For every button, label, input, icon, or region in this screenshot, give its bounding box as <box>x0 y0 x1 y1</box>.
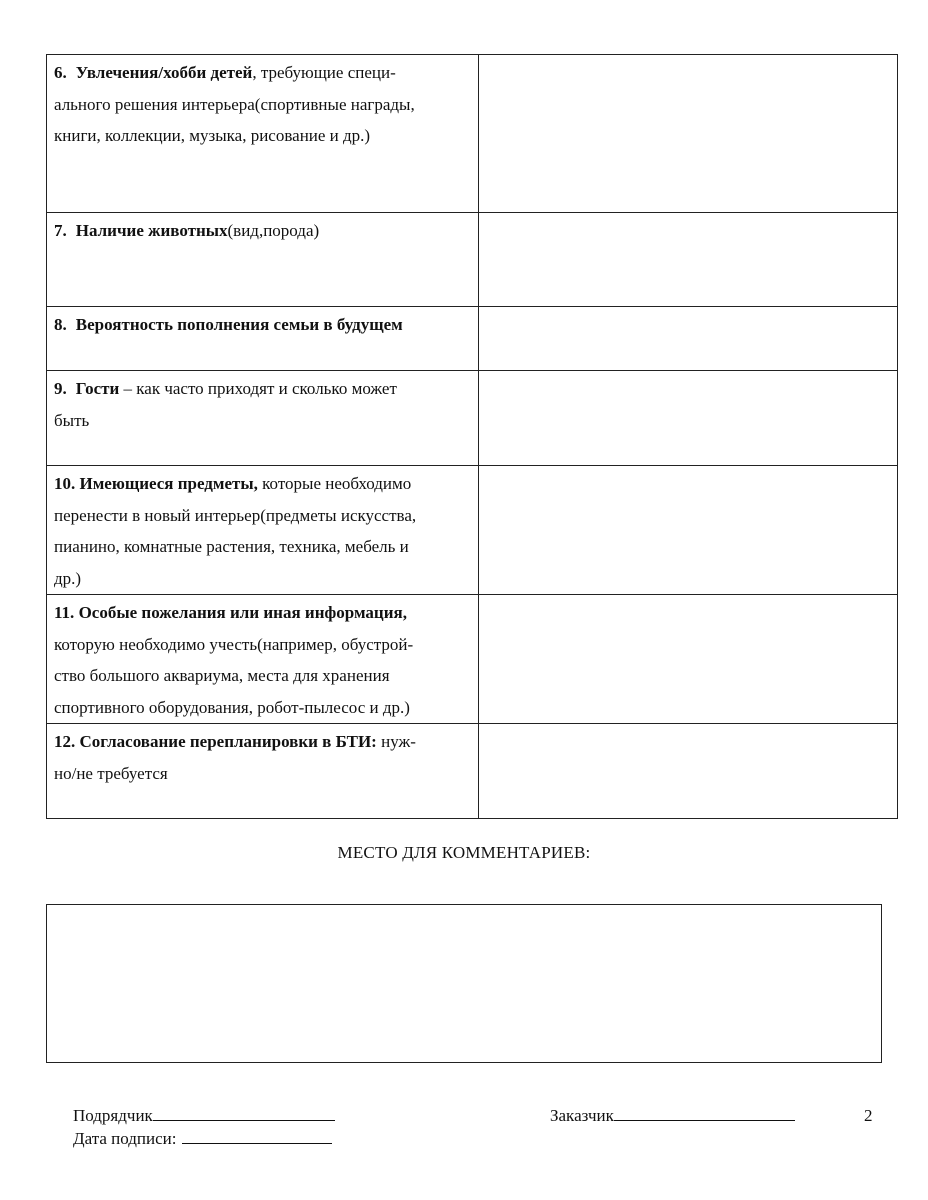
question-text: спортивного оборудования, робот-пылесос и др.) <box>54 697 410 717</box>
question-number: 6. <box>54 63 67 82</box>
date-signature-line[interactable] <box>182 1127 332 1144</box>
page-number: 2 <box>864 1106 873 1125</box>
contractor-signature-line[interactable] <box>153 1104 335 1121</box>
question-text: ство большого аквариума, места для хранения <box>54 666 390 685</box>
table-row <box>47 466 898 595</box>
contractor-signature <box>73 1104 335 1127</box>
question-text: быть <box>54 410 90 430</box>
question-text: но/не требуется <box>54 763 168 783</box>
question-text: – как часто приходят и сколько может <box>119 379 397 398</box>
question-title: Увлечения/хобби детей <box>75 63 253 82</box>
question-cell <box>47 371 479 466</box>
question-text: нуж- <box>376 732 416 751</box>
answer-cell[interactable] <box>479 307 898 371</box>
question-text: др.) <box>54 568 82 588</box>
question-cell <box>47 213 479 307</box>
question-text: , требующие специ- <box>252 63 396 82</box>
table-row <box>47 595 898 724</box>
answer-cell[interactable] <box>479 466 898 595</box>
answer-cell[interactable] <box>479 371 898 466</box>
table-row <box>47 307 898 371</box>
question-number: 12. <box>54 732 76 751</box>
client-signature <box>550 1104 795 1127</box>
question-text: которые необходимо <box>257 474 412 493</box>
question-number: 11. <box>54 603 75 622</box>
comments-box[interactable] <box>46 904 882 1063</box>
question-cell <box>47 466 479 595</box>
question-number: 8. <box>54 315 67 334</box>
question-title: Согласование перепланировки в БТИ: <box>79 732 377 751</box>
answer-cell[interactable] <box>479 213 898 307</box>
comments-heading: МЕСТО ДЛЯ КОММЕНТАРИЕВ: <box>337 843 591 862</box>
answer-cell[interactable] <box>479 724 898 819</box>
question-number: 9. <box>54 379 67 398</box>
answer-cell[interactable] <box>479 55 898 213</box>
answer-cell[interactable] <box>479 595 898 724</box>
question-title: Гости <box>75 379 120 398</box>
question-text: (вид,порода) <box>227 221 320 240</box>
table-row <box>47 371 898 466</box>
signature-date <box>73 1127 332 1150</box>
table-row <box>47 724 898 819</box>
question-cell <box>47 55 479 213</box>
table-row <box>47 55 898 213</box>
question-cell <box>47 307 479 371</box>
question-title: Вероятность пополнения семьи в будущем <box>75 315 403 334</box>
question-text: ального решения интерьера(спортивные награды, <box>54 94 415 114</box>
question-number: 10. <box>54 474 76 493</box>
date-label: Дата подписи: <box>73 1129 177 1148</box>
client-label: Заказчик <box>550 1106 614 1125</box>
contractor-label: Подрядчик <box>73 1106 153 1125</box>
question-cell <box>47 724 479 819</box>
questionnaire-table <box>46 54 898 819</box>
question-text: книги, коллекции, музыка, рисование и др.) <box>54 126 371 145</box>
question-text: которую необходимо учесть(например, обустрой- <box>54 634 414 654</box>
question-title: Имеющиеся предметы, <box>79 474 258 493</box>
table-row <box>47 213 898 307</box>
client-signature-line[interactable] <box>614 1104 795 1121</box>
question-text: пианино, комнатные растения, техника, мебель и <box>54 537 409 556</box>
question-cell <box>47 595 479 724</box>
question-title: Наличие животных <box>75 221 228 240</box>
question-number: 7. <box>54 221 67 240</box>
question-title: Особые пожелания или иная информация, <box>78 603 407 622</box>
question-text: перенести в новый интерьер(предметы искусства, <box>54 505 417 525</box>
